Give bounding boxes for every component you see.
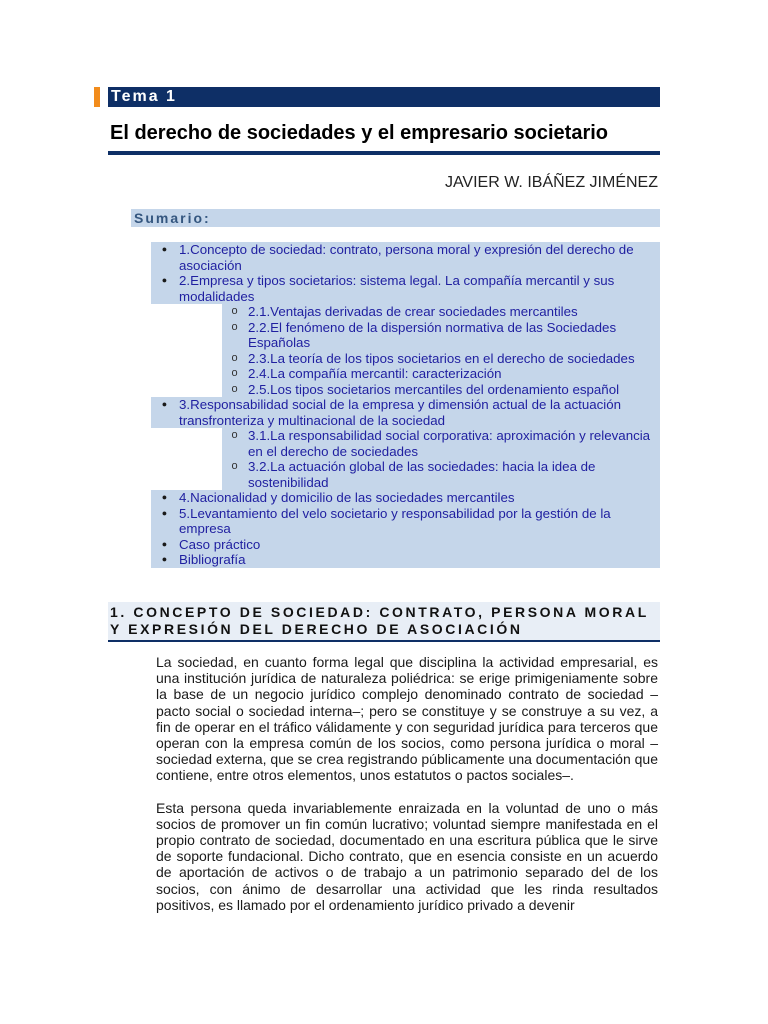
body-paragraph: Esta persona queda invariablemente enraizada en la voluntad de uno o más socios de promover un fin común lucrativo; voluntad siempre manifestada en el propio contrato de sociedad, documentado en una escritura pública que le sirve de soporte fundacional. Dicho contrato, que en esencia consiste en un acuerdo de aportación de activos o de trabajo a un patrimonio separado del de los socios, con ánimo de desarrollar una actividad que les rinda resultados positivos, es llamado por el ordenamiento jurídico privado a devenir [156, 799, 658, 913]
toc-item-label: 2.Empresa y tipos societarios: sistema legal. La compañía mercantil y sus modalidades [178, 273, 660, 304]
circle-bullet-icon: o [222, 428, 247, 459]
toc-item[interactable] [0, 304, 768, 320]
toc-item[interactable] [0, 537, 768, 553]
toc-item-label: 3.2.La actuación global de las sociedades: hacia la idea de sostenibilidad [247, 459, 660, 490]
toc-item[interactable] [0, 242, 768, 273]
toc-item[interactable] [0, 351, 768, 367]
toc-item[interactable] [0, 428, 768, 459]
toc-item-label: 2.4.La compañía mercantil: caracterización [247, 366, 660, 382]
bullet-icon: ● [151, 490, 178, 506]
section-body [156, 654, 658, 929]
author-name: JAVIER W. IBÁÑEZ JIMÉNEZ [444, 174, 658, 191]
toc-item[interactable] [0, 490, 768, 506]
toc-item-label: 1.Concepto de sociedad: contrato, persona moral y expresión del derecho de asociación [178, 242, 660, 273]
toc-item-label: Bibliografía [178, 552, 660, 568]
bullet-icon: ● [151, 397, 178, 428]
circle-bullet-icon: o [222, 351, 247, 367]
circle-bullet-icon: o [222, 304, 247, 320]
circle-bullet-icon: o [222, 459, 247, 490]
toc-item-label: 5.Levantamiento del velo societario y responsabilidad por la gestión de la empresa [178, 506, 660, 537]
toc-item-label: 4.Nacionalidad y domicilio de las sociedades mercantiles [178, 490, 660, 506]
bullet-icon: ● [151, 273, 178, 304]
bullet-icon: ● [151, 537, 178, 553]
circle-bullet-icon: o [222, 382, 247, 398]
section-heading: 1. CONCEPTO DE SOCIEDAD: CONTRATO, PERSONA MORAL Y EXPRESIÓN DEL DERECHO DE ASOCIACIÓN [108, 602, 660, 642]
toc-item-label: 2.1.Ventajas derivadas de crear sociedades mercantiles [247, 304, 660, 320]
toc-item-label: 2.2.El fenómeno de la dispersión normativa de las Sociedades Españolas [247, 320, 660, 351]
toc-item[interactable] [0, 382, 768, 398]
tema-banner: Tema 1 [108, 87, 660, 107]
bullet-icon: ● [151, 506, 178, 537]
sumario-heading: Sumario: [131, 209, 660, 227]
table-of-contents [0, 242, 768, 568]
toc-item[interactable] [0, 273, 768, 304]
circle-bullet-icon: o [222, 366, 247, 382]
toc-item[interactable] [0, 459, 768, 490]
page-title: El derecho de sociedades y el empresario societario [110, 122, 608, 144]
tema-marker [94, 87, 100, 107]
toc-item[interactable] [0, 366, 768, 382]
bullet-icon: ● [151, 552, 178, 568]
toc-item-label: 3.1.La responsabilidad social corporativa: aproximación y relevancia en el derecho de sociedades [247, 428, 660, 459]
body-paragraph: La sociedad, en cuanto forma legal que disciplina la actividad empresarial, es una institución jurídica de naturaleza poliédrica: se erige primigeniamente sobre la base de un negocio jurídico complejo denominado contrato de sociedad –pacto social o sociedad interna–; pero se constituye y se construye a su vez, a fin de operar en el tráfico válidamente y con seguridad jurídica para terceros que operan con la empresa común de los socios, como persona jurídica o moral –sociedad externa, que se crea registrando públicamente una documentación que contiene, entre otros elementos, unos estatutos o pactos sociales–. [156, 654, 658, 784]
toc-item[interactable] [0, 320, 768, 351]
toc-item[interactable] [0, 506, 768, 537]
toc-item-label: 2.3.La teoría de los tipos societarios en el derecho de sociedades [247, 351, 660, 367]
toc-item-label: Caso práctico [178, 537, 660, 553]
toc-item[interactable] [0, 552, 768, 568]
toc-item-label: 2.5.Los tipos societarios mercantiles del ordenamiento español [247, 382, 660, 398]
toc-item[interactable] [0, 397, 768, 428]
bullet-icon: ● [151, 242, 178, 273]
toc-item-label: 3.Responsabilidad social de la empresa y dimensión actual de la actuación transfronteriza y multinacional de la sociedad [178, 397, 660, 428]
title-divider [108, 151, 660, 155]
circle-bullet-icon: o [222, 320, 247, 351]
